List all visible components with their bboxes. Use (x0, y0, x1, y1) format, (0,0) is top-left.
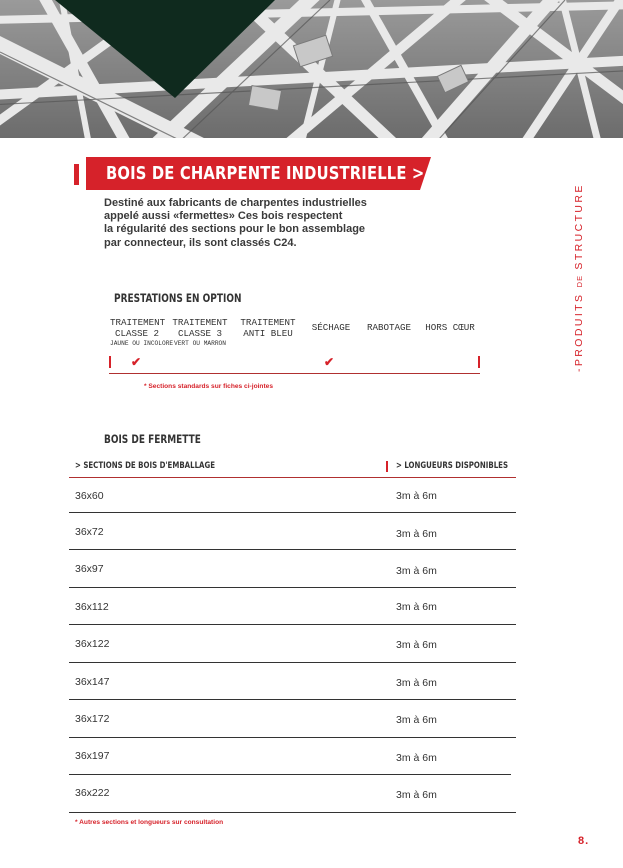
section-cell: 36x197 (75, 750, 110, 762)
side-label-prefix: -PRODUITS (573, 287, 585, 372)
options-note: * Sections standards sur fiches ci-jointes (144, 383, 273, 390)
option-line2: CLASSE 2 (114, 327, 160, 339)
check-icon: ✔ (324, 355, 335, 369)
length-cell: 3m à 6m (396, 752, 437, 764)
option-label (366, 323, 412, 334)
length-cell: 3m à 6m (396, 490, 437, 502)
options-row-start-marker (109, 356, 111, 368)
section-cell: 36x97 (75, 563, 104, 575)
check-icon: ✔ (131, 355, 142, 369)
intro-line: Destiné aux fabricants de charpentes industrielles (104, 197, 367, 209)
length-cell: 3m à 6m (396, 789, 437, 801)
row-divider (69, 699, 516, 700)
title-marker (74, 164, 79, 185)
row-divider (69, 624, 516, 625)
row-divider (69, 737, 516, 738)
option-label (172, 318, 228, 350)
option-line1: TRAITEMENT (240, 317, 296, 328)
intro-line: par connecteur, ils sont classés C24. (104, 236, 297, 249)
row-divider (69, 512, 516, 513)
option-line1: SÉCHAGE (311, 322, 351, 333)
option-label (110, 317, 174, 350)
option-line1: TRAITEMENT (110, 317, 166, 328)
length-cell: 3m à 6m (396, 714, 437, 726)
option-sub: JAUNE OU INCOLORE (110, 340, 174, 347)
section-cell: 36x122 (75, 638, 110, 650)
option-label (424, 323, 476, 334)
section-cell: 36x147 (75, 676, 110, 688)
side-label-small: DE (575, 274, 584, 288)
option-sub: VERT OU MARRON (174, 340, 226, 347)
page-title: BOIS DE CHARPENTE INDUSTRIELLE > (106, 163, 425, 184)
row-divider (69, 662, 516, 663)
length-cell: 3m à 6m (396, 639, 437, 651)
intro-line: appelé aussi «fermettes» Ces bois respectent (104, 210, 343, 223)
option-line2: ANTI BLEU (243, 327, 293, 339)
side-section-label (573, 183, 585, 372)
options-divider (109, 373, 480, 374)
row-divider (69, 774, 511, 775)
length-cell: 3m à 6m (396, 528, 437, 540)
intro-paragraph (104, 197, 404, 250)
section-cell: 36x72 (75, 526, 104, 538)
row-divider (69, 812, 516, 813)
section-cell: 36x172 (75, 713, 110, 725)
option-label (240, 318, 296, 339)
option-label (310, 323, 352, 334)
section-cell: 36x112 (75, 601, 109, 613)
option-line1: HORS CŒUR (425, 322, 475, 333)
timber-truss-photo (0, 0, 623, 138)
title-banner (86, 157, 431, 190)
option-line2: CLASSE 3 (177, 327, 223, 339)
side-label-suffix: STRUCTURE (573, 183, 585, 275)
column-header-lengths: > LONGUEURS DISPONIBLES (396, 461, 509, 471)
section-cell: 36x222 (75, 787, 110, 799)
table-header-divider (69, 477, 516, 478)
column-separator (386, 461, 388, 472)
length-cell: 3m à 6m (396, 601, 437, 613)
page-number: 8. (578, 835, 590, 847)
table-heading: BOIS DE FERMETTE (104, 432, 201, 446)
option-line1: RABOTAGE (366, 322, 412, 333)
option-line1: TRAITEMENT (172, 317, 228, 328)
length-cell: 3m à 6m (396, 677, 437, 689)
intro-line: la régularité des sections pour le bon assemblage (104, 223, 366, 236)
row-divider (69, 549, 516, 550)
length-cell: 3m à 6m (396, 565, 437, 577)
options-row-end-marker (478, 356, 480, 368)
hero-photo (0, 0, 623, 138)
section-cell: 36x60 (75, 490, 104, 502)
options-heading: PRESTATIONS EN OPTION (114, 291, 242, 305)
table-footnote: * Autres sections et longueurs sur consultation (75, 819, 224, 826)
row-divider (69, 587, 516, 588)
column-header-sections: > SECTIONS DE BOIS D'EMBALLAGE (75, 461, 216, 471)
